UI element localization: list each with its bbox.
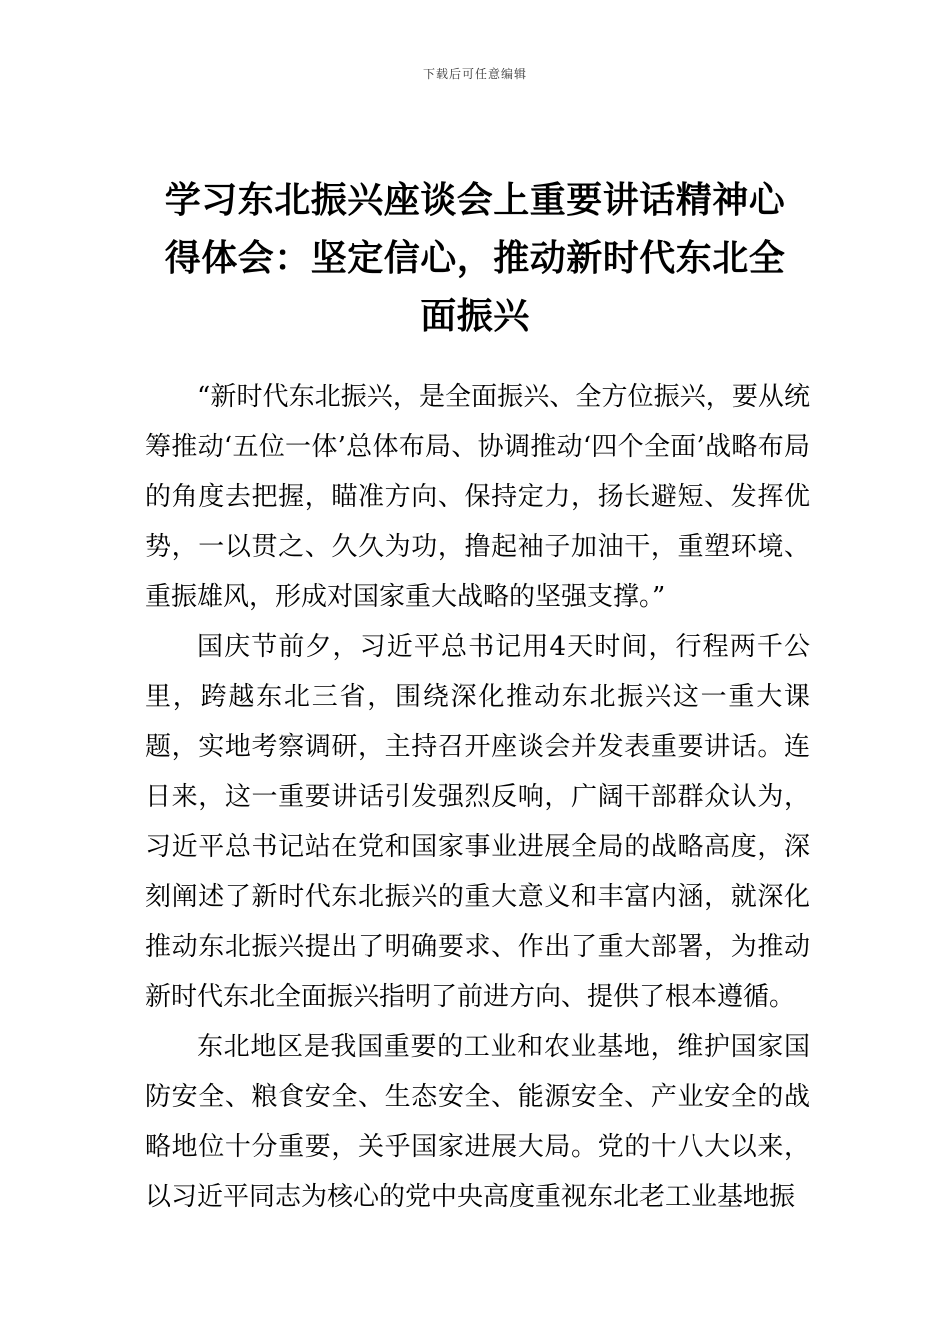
header-note: 下载后可任意编辑	[422, 67, 527, 81]
paragraph-2: 国庆节前夕，习近平总书记用4天时间，行程两千公里，跨越东北三省，围绕深化推动东北振兴这一重大课题，实地考察调研，主持召开座谈会并发表重要讲话。连日来，这一重要讲话引发强烈反响，广阔干部群众认为，习近平总书记站在党和国家事业进展全局的战略高度，深刻阐述了新时代东北振兴的重大意义和丰富内涵，就深化推动东北振兴提出了明确要求、作出了重大部署，为推动新时代东北全面振兴指明了前进方向、提供了根本遵循。	[145, 632, 810, 1012]
document-body	[145, 372, 810, 1222]
document-title: 学习东北振兴座谈会上重要讲话精神心得体会：坚定信心，推动新时代东北全面振兴	[164, 180, 786, 337]
paragraph-1: “新时代东北振兴，是全面振兴、全方位振兴，要从统筹推动‘五位一体’总体布局、协调推动‘四个全面’战略布局的角度去把握，瞄准方向、保持定力，扬长避短、发挥优势，一以贯之、久久为功，撸起袖子加油干，重塑环境、重振雄风，形成对国家重大战略的坚强支撑。”	[145, 382, 810, 612]
paragraph-3: 东北地区是我国重要的工业和农业基地，维护国家国防安全、粮食安全、生态安全、能源安全、产业安全的战略地位十分重要，关乎国家进展大局。党的十八大以来，以习近平同志为核心的党中央高度重视东北老工业基地振	[145, 1032, 810, 1212]
